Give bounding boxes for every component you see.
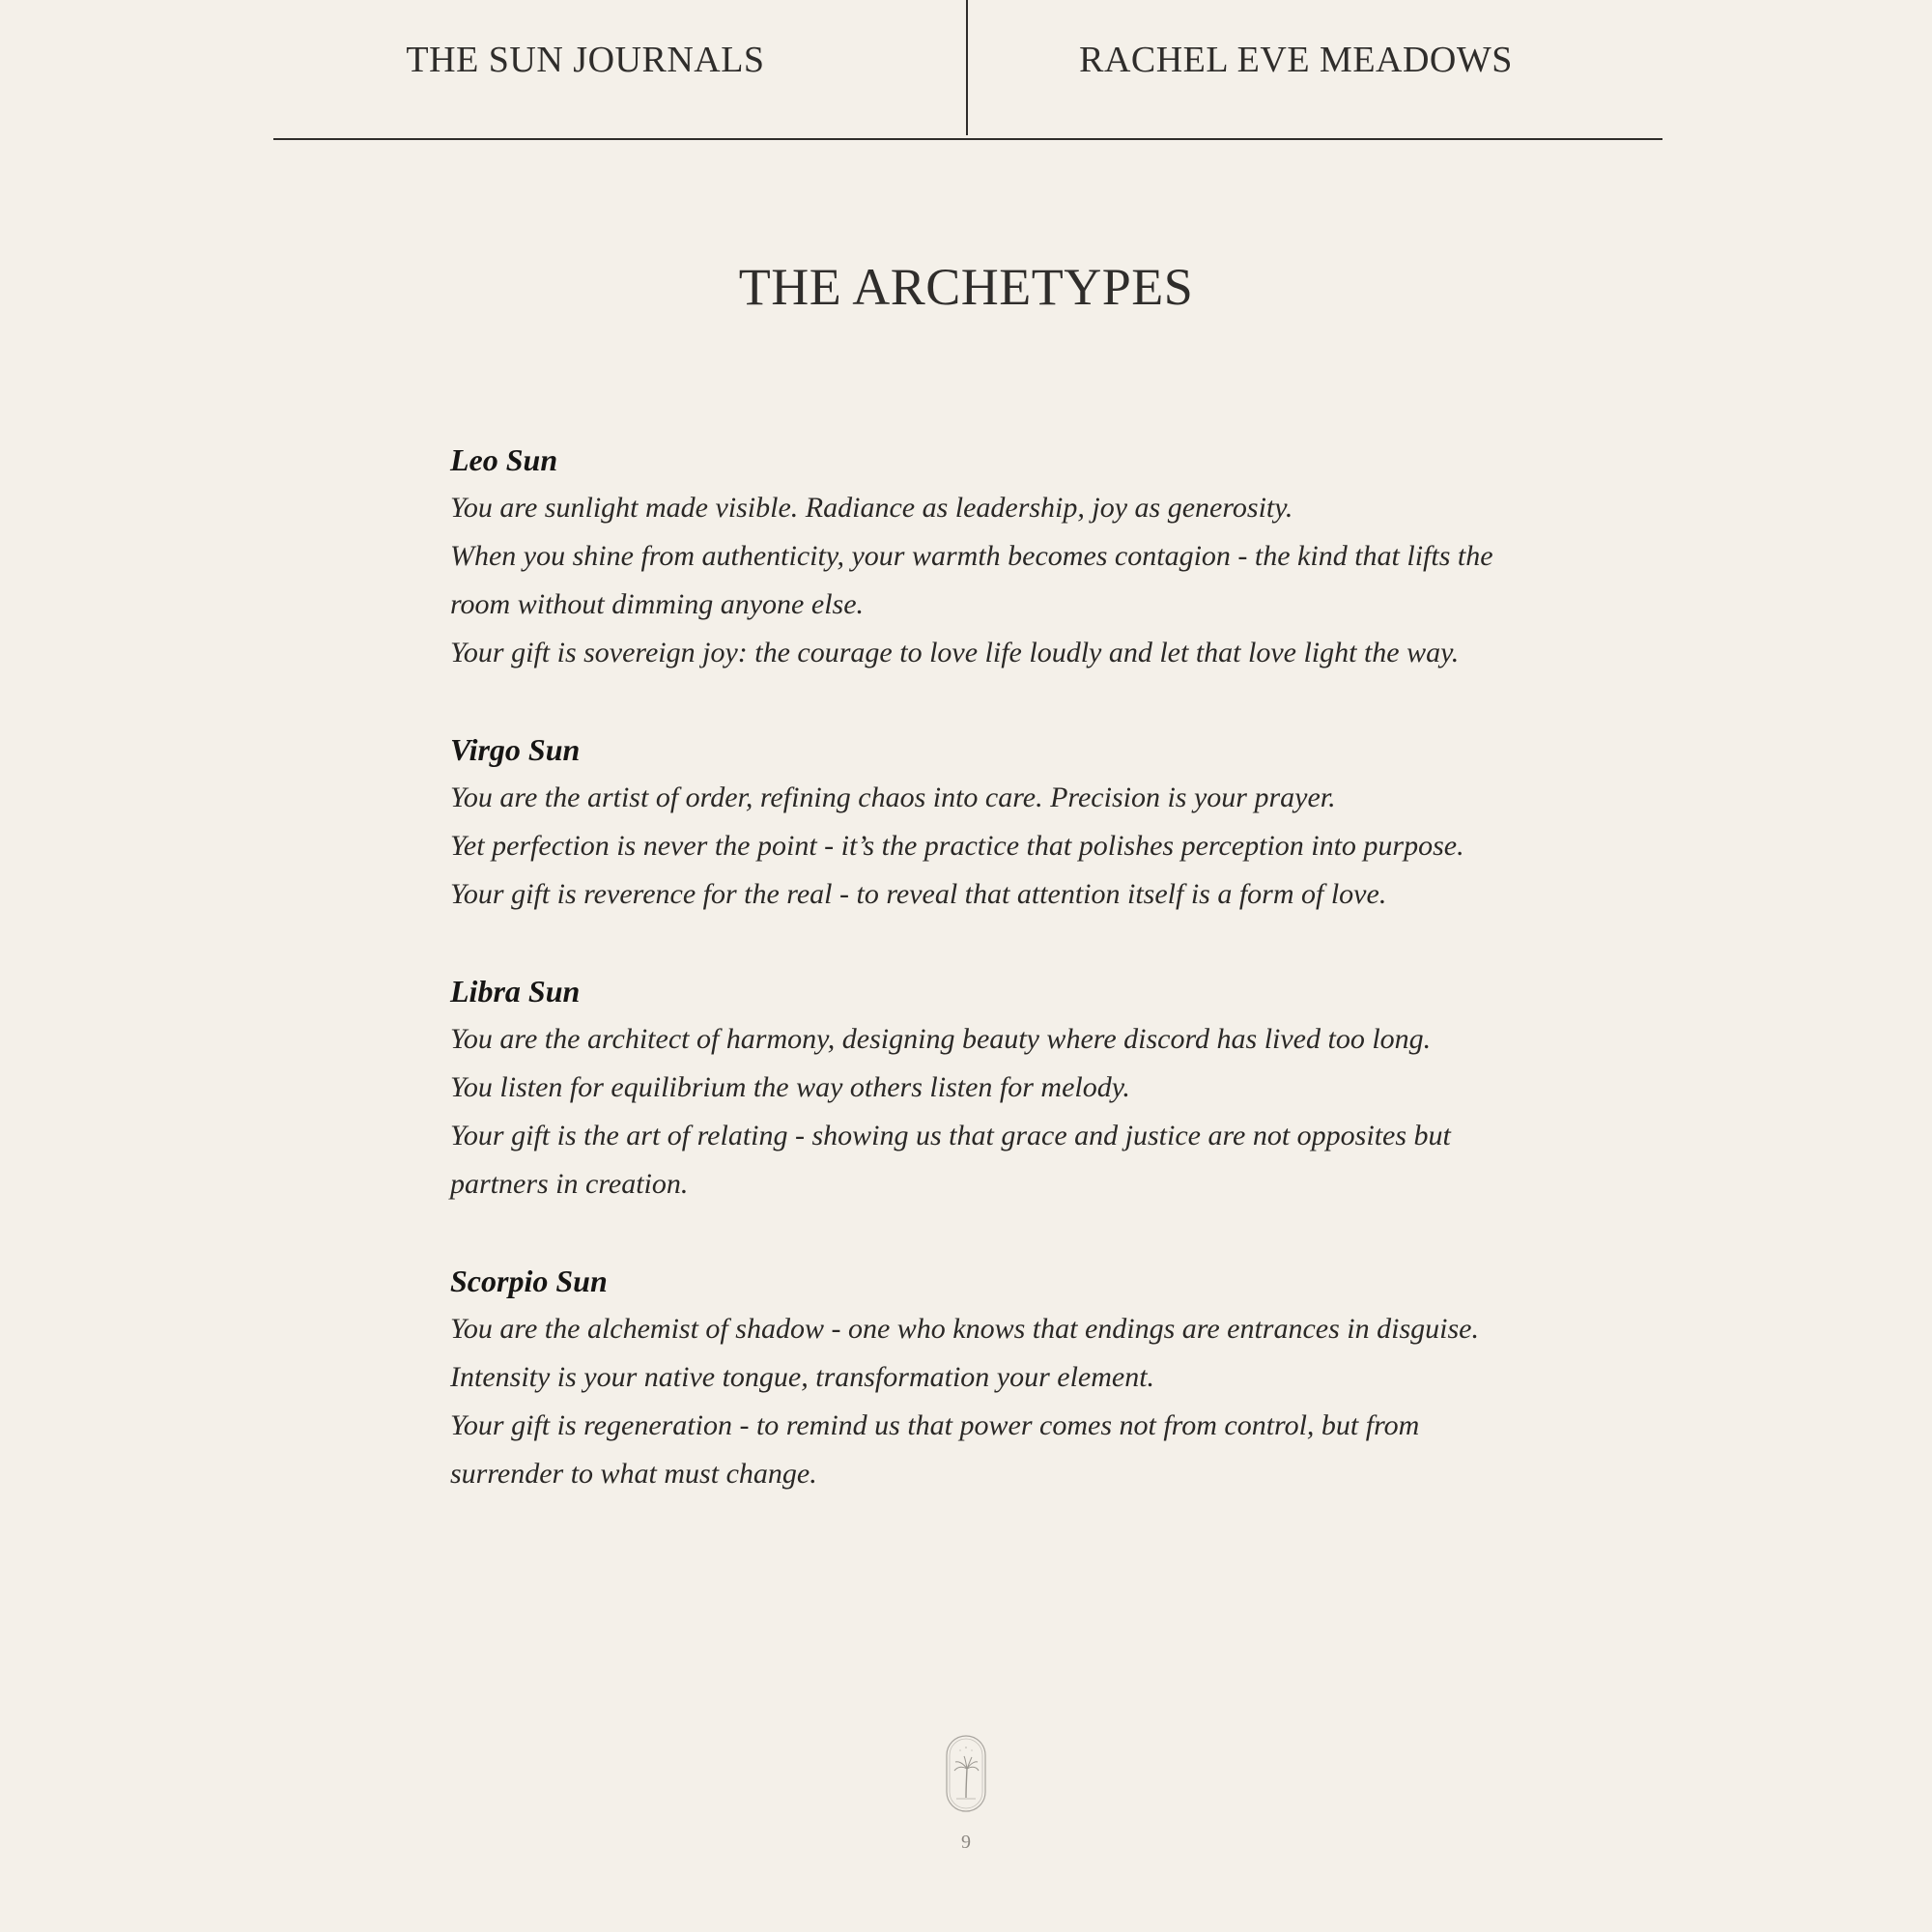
archetypes-content [450,436,1503,1547]
body-line: You listen for equilibrium the way others listen for melody. [450,1071,1130,1103]
page-number: 9 [961,1832,971,1853]
body-line: Yet perfection is never the point - it’s the practice that polishes perception into purpose. [450,830,1464,862]
body-line: You are the artist of order, refining chaos into care. Precision is your prayer. [450,781,1336,813]
section-virgo-sun [450,725,1503,919]
section-title: Virgo Sun [450,732,581,767]
body-line: surrender to what must change. [450,1458,817,1490]
body-line: room without dimming anyone else. [450,588,865,620]
author-name: RACHEL EVE MEADOWS [1079,40,1513,80]
body-line: When you shine from authenticity, your warmth becomes contagion - the kind that lifts the [450,540,1493,572]
body-line: Your gift is regeneration - to remind us that power comes not from control, but from [450,1409,1420,1441]
journal-title: THE SUN JOURNALS [406,40,765,80]
body-line: Intensity is your native tongue, transformation your element. [450,1361,1155,1393]
page-title: THE ARCHETYPES [738,258,1194,316]
section-title: Leo Sun [450,442,558,477]
body-line: Your gift is reverence for the real - to reveal that attention itself is a form of love. [450,878,1387,910]
body-line: Your gift is sovereign joy: the courage to love life loudly and let that love light the way. [450,637,1460,668]
body-line: You are sunlight made visible. Radiance as leadership, joy as generosity. [450,492,1293,524]
body-line: You are the architect of harmony, designing beauty where discord has lived too long. [450,1023,1432,1055]
palm-tree-emblem-icon [945,1734,987,1813]
section-scorpio-sun [450,1257,1503,1498]
section-libra-sun [450,967,1503,1208]
body-line: You are the alchemist of shadow - one who knows that endings are entrances in disguise. [450,1313,1479,1345]
section-title: Scorpio Sun [450,1264,608,1298]
body-line: partners in creation. [450,1168,689,1200]
section-title: Libra Sun [450,974,581,1009]
section-leo-sun [450,436,1503,677]
page-header [273,0,1662,140]
body-line: Your gift is the art of relating - showing us that grace and justice are not opposites but [450,1120,1451,1151]
